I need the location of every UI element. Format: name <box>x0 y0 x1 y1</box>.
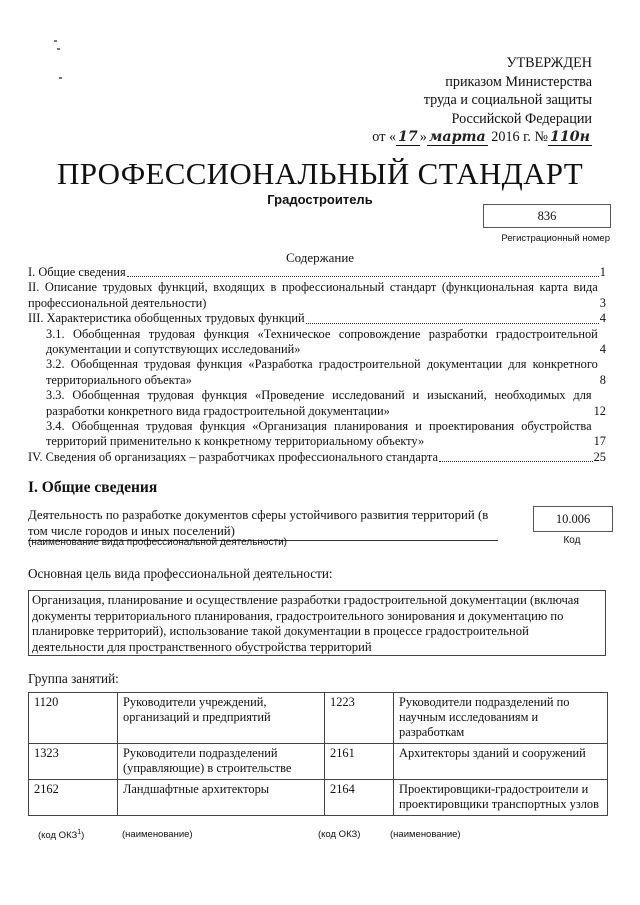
handwritten-day: 17 <box>398 129 418 145</box>
toc-item-text: 3.1. Обобщенная трудовая функция «Техническое сопровождение разработки градостроительной документации и сопутствующих исследований» <box>46 326 598 357</box>
toc-item-text: II. Описание трудовых функций, входящих в профессиональный стандарт (функциональная карта вида профессиональной деятельности) <box>28 280 598 310</box>
occupation-name: Руководители подразделений (управляющие) в строительстве <box>118 744 325 780</box>
okz-code: 1323 <box>29 744 118 780</box>
okz-code-caption: (код ОКЗ) <box>318 829 361 840</box>
toc-item-text: 3.2. Обобщенная трудовая функция «Разработка градостроительной документации для конкретного территориального объекта» <box>46 357 598 387</box>
toc-dots <box>439 451 593 462</box>
toc-item[interactable] <box>28 327 606 358</box>
toc-heading: Содержание <box>285 250 355 265</box>
approval-line: УТВЕРЖДЕН <box>506 55 592 71</box>
approval-line: труда и социальной защиты <box>423 92 592 108</box>
registration-number-box: 836 <box>483 204 611 228</box>
toc-item-page: 8 <box>599 372 606 387</box>
toc-item[interactable] <box>28 311 606 326</box>
toc-item-page: 3 <box>599 295 606 310</box>
toc-item-page: 1 <box>599 265 606 279</box>
page-subtitle: Градостроитель <box>267 192 373 207</box>
approval-line: Российской Федерации <box>451 110 592 127</box>
toc-item[interactable] <box>28 388 606 419</box>
okz-code: 1223 <box>325 693 394 744</box>
toc-item-page: 12 <box>593 403 606 418</box>
toc-item[interactable] <box>28 450 606 465</box>
activity-name: Деятельность по разработке документов сферы устойчивого развития территорий (в том числе городов и иных поселений) <box>28 508 498 541</box>
table-row <box>29 744 608 780</box>
goal-box: Организация, планирование и осуществление разработки градостроительной документации (включая документы территориального планирования, градостроительного зонирования и документацию по планировке территорий), использование такой документации в процессе градостроительной деятельности для пространственного обустройства территорий <box>28 590 606 656</box>
handwritten-month: марта <box>428 129 486 145</box>
table-row <box>29 693 608 744</box>
toc-item-text: I. Общие сведения <box>28 265 126 279</box>
toc-item[interactable] <box>28 357 606 388</box>
caption-text: ) <box>81 830 85 842</box>
name-caption: (наименование) <box>390 829 461 840</box>
toc-item-text: 3.3. Обобщенная трудовая функция «Проведение исследований и изысканий, необходимых для разработки конкретного вида градостроительной документации» <box>46 388 592 418</box>
toc-item-page: 4 <box>599 342 606 357</box>
scan-mark <box>57 48 60 50</box>
toc-item[interactable] <box>28 265 606 280</box>
okz-code: 2161 <box>325 744 394 780</box>
toc-item-page: 17 <box>593 434 606 449</box>
footnote-marker: 1 <box>77 829 82 836</box>
toc-item[interactable] <box>28 280 606 311</box>
approval-date-line <box>372 128 592 147</box>
okz-code: 2164 <box>325 780 394 816</box>
occupation-name: Ландшафтные архитекторы <box>118 780 325 816</box>
group-label: Группа занятий: <box>28 671 119 686</box>
page-title: ПРОФЕССИОНАЛЬНЫЙ СТАНДАРТ <box>57 156 583 191</box>
occupation-table <box>28 692 608 816</box>
caption-text: (код ОКЗ <box>38 830 78 842</box>
okz-code: 2162 <box>29 780 118 816</box>
activity-caption: (наименование вида профессиональной деятельности) <box>28 537 287 548</box>
toc-item-text: III. Характеристика обобщенных трудовых функций <box>28 311 305 326</box>
scan-mark <box>54 40 57 42</box>
toc-item-text: 3.4. Обобщенная трудовая функция «Организация планирования и проектирования обустройства территорий применительно к конкретному территориальному объекту» <box>46 419 592 449</box>
approval-block <box>372 54 592 147</box>
table-row <box>29 780 608 816</box>
toc-dots <box>306 313 599 324</box>
toc-item-text: IV. Сведения об организациях – разработчиках профессионального стандарта <box>28 449 438 464</box>
name-caption: (наименование) <box>122 829 193 840</box>
goal-label: Основная цель вида профессиональной деятельности: <box>28 566 333 581</box>
date-prefix: от « <box>372 129 397 145</box>
activity-code-box: 10.006 <box>533 506 613 532</box>
registration-caption: Регистрационный номер <box>501 233 610 244</box>
occupation-name: Архитекторы зданий и сооружений <box>394 744 608 780</box>
scan-mark <box>59 77 62 79</box>
table-of-contents <box>28 265 606 465</box>
code-caption: Код <box>563 535 581 546</box>
approval-line: приказом Министерства <box>445 73 592 90</box>
occupation-name: Руководители подразделений по научным исследованиям и разработкам <box>394 693 608 744</box>
toc-item[interactable] <box>28 419 606 450</box>
occupation-name: Руководители учреждений, организаций и предприятий <box>118 693 325 744</box>
date-mid: » <box>419 129 427 145</box>
occupation-name: Проектировщики-градостроители и проектировщики транспортных узлов <box>394 780 608 816</box>
section-heading: I. Общие сведения <box>28 479 158 496</box>
okz-code: 1120 <box>29 693 118 744</box>
date-year: 2016 г. № <box>491 129 549 145</box>
toc-item-page: 25 <box>593 449 606 464</box>
okz-code-caption <box>38 829 84 841</box>
toc-dots <box>127 266 599 277</box>
toc-item-page: 4 <box>599 311 606 326</box>
handwritten-number: 110н <box>550 129 590 145</box>
